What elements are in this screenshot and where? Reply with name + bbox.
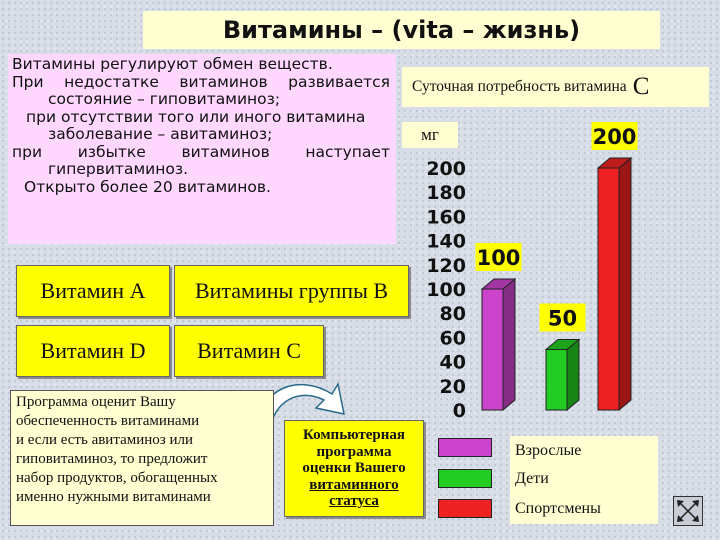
legend-swatch-athletes <box>438 499 492 518</box>
y-tick-label: 80 <box>439 303 466 326</box>
bar-side <box>567 340 579 411</box>
y-tick-label: 200 <box>426 158 466 180</box>
navigation-button[interactable] <box>673 496 703 526</box>
intro-line: При недостатке витаминов развивается <box>12 72 390 91</box>
legend-adults: Взрослые <box>510 436 658 466</box>
intro-line: Открыто более 20 витаминов. <box>24 177 271 196</box>
data-label: 200 <box>592 125 637 149</box>
data-label: 100 <box>476 246 521 270</box>
chart-header-letter: С <box>632 73 650 100</box>
intro-text-box <box>8 54 396 244</box>
diagonal-arrows-icon <box>674 497 702 525</box>
vitamin-c-chart <box>410 110 690 425</box>
chart-header <box>402 67 709 107</box>
chart-unit-label: мг <box>402 122 458 148</box>
vitamin-b-group-button[interactable]: Витамины группы В <box>174 265 409 317</box>
data-label: 50 <box>547 306 578 331</box>
vitamin-d-button[interactable]: Витамин D <box>16 325 170 377</box>
page-title: Витамины – (vita – жизнь) <box>143 11 660 49</box>
intro-line: состояние – гиповитаминоз; <box>48 90 281 108</box>
bar-side <box>619 158 631 410</box>
y-tick-label: 0 <box>452 400 466 422</box>
intro-line: гипервитаминоз. <box>48 160 189 178</box>
bar <box>598 168 619 410</box>
intro-line: Витамины регулируют обмен веществ. <box>12 55 333 73</box>
y-tick-label: 140 <box>426 230 466 253</box>
y-tick-label: 120 <box>426 254 466 277</box>
y-tick-label: 40 <box>439 351 466 374</box>
legend-athletes: Спортсмены <box>510 494 658 524</box>
bar <box>482 289 503 410</box>
bar-side <box>503 279 515 410</box>
intro-line: при избытке витаминов наступает <box>12 142 390 161</box>
vitamin-a-button[interactable]: Витамин А <box>16 265 170 317</box>
vitamin-c-button[interactable]: Витамин С <box>174 325 324 377</box>
y-tick-label: 160 <box>426 206 466 229</box>
vitamin-status-program-button[interactable]: Компьютерная программа оценки Вашего витаминного статуса <box>284 420 424 517</box>
y-tick-label: 100 <box>426 279 466 301</box>
y-tick-label: 60 <box>439 327 466 350</box>
intro-line: при отсутствии того или иного витамина <box>26 107 366 126</box>
y-tick-label: 20 <box>439 375 466 398</box>
program-description: Программа оценит Вашу обеспеченность витаминами и если есть авитаминоз или гиповитаминоз, то предложит набор продуктов, обогащенных именно нужными витаминами <box>10 390 274 526</box>
y-tick-label: 180 <box>426 182 466 205</box>
intro-line: заболевание – авитаминоз; <box>48 125 273 143</box>
legend-children: Дети <box>510 464 658 494</box>
legend-swatch-children <box>438 469 492 488</box>
legend-swatch-adults <box>438 438 492 457</box>
bar <box>546 350 567 411</box>
chart-header-text: Суточная потребность витамина <box>412 78 627 95</box>
